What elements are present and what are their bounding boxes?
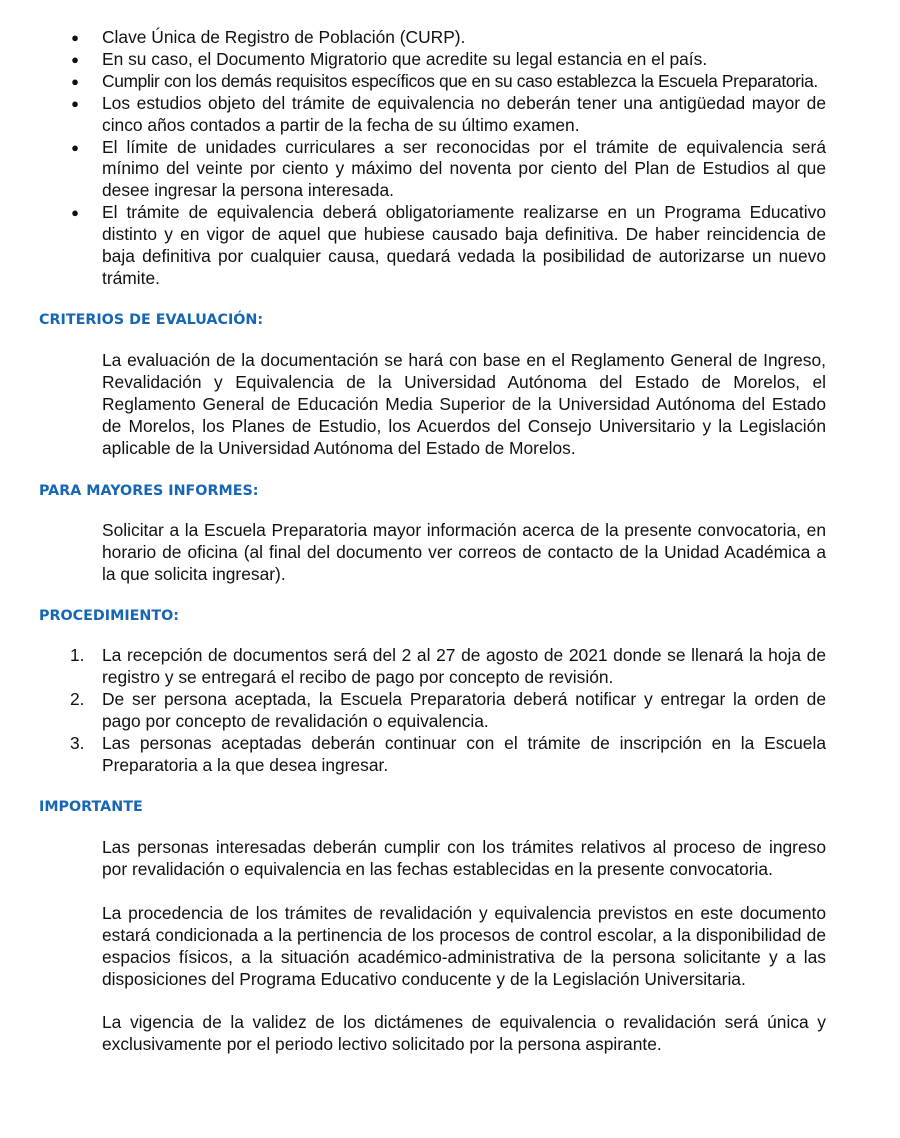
informes-paragraph: Solicitar a la Escuela Preparatoria mayor información acerca de la presente convocatoria, en horario de oficina (al final del documento ver correos de contacto de la Unidad Académica a la que solicita ingresar). bbox=[102, 520, 826, 584]
requirement-item bbox=[0, 27, 900, 49]
procedimiento-list bbox=[0, 645, 900, 776]
bullet-icon: ● bbox=[71, 30, 79, 45]
step-number: 3. bbox=[70, 732, 85, 753]
procedimiento-step bbox=[0, 645, 900, 689]
requirement-item bbox=[0, 93, 900, 137]
procedimiento-heading: PROCEDIMIENTO: bbox=[39, 608, 179, 624]
requirement-item bbox=[0, 202, 900, 290]
bullet-icon: ● bbox=[71, 95, 79, 111]
procedimiento-step bbox=[0, 689, 900, 733]
importante-paragraph-2: La procedencia de los trámites de revalidación y equivalencia previstos en este documento estará condicionada a la pertinencia de los procesos de control escolar, a la disponibilidad de espacios físicos, a la situación académico-administrativa de la persona solicitante y a las disposiciones del Programa Educativo conducente y de la Legislación Universitaria. bbox=[102, 903, 826, 989]
requirement-item bbox=[0, 71, 900, 93]
bullet-icon: ● bbox=[71, 139, 79, 155]
step-number: 1. bbox=[70, 645, 85, 665]
requirement-text: En su caso, el Documento Migratorio que acredite su legal estancia en el país. bbox=[102, 48, 708, 69]
requirement-text: Los estudios objeto del trámite de equivalencia no deberán tener una antigüedad mayor de cinco años contados a partir de la fecha de su último examen. bbox=[102, 92, 826, 135]
bullet-icon: ● bbox=[71, 205, 79, 221]
requirements-list bbox=[0, 27, 900, 290]
step-text: De ser persona aceptada, la Escuela Preparatoria deberá notificar y entregar la orden de pago por concepto de revalidación o equivalencia. bbox=[102, 688, 826, 731]
requirement-text: El trámite de equivalencia deberá obligatoriamente realizarse en un Programa Educativo distinto y en vigor de aquel que hubiese causado baja definitiva. De haber reincidencia de baja definitiva por cualquier causa, quedará vedada la posibilidad de autorizarse un nuevo trámite. bbox=[102, 202, 826, 288]
step-text: Las personas aceptadas deberán continuar con el trámite de inscripción en la Escuela Preparatoria a la que desea ingresar. bbox=[102, 732, 826, 775]
requirement-text: Cumplir con los demás requisitos específicos que en su caso establezca la Escuela Preparatoria. bbox=[102, 70, 818, 91]
procedimiento-step bbox=[0, 733, 900, 777]
bullet-icon: ● bbox=[71, 73, 79, 89]
step-number: 2. bbox=[70, 688, 85, 709]
step-text: La recepción de documentos será del 2 al 27 de agosto de 2021 donde se llenará la hoja de registro y se entregará el recibo de pago por concepto de revisión. bbox=[102, 645, 826, 687]
criterios-paragraph: La evaluación de la documentación se hará con base en el Reglamento General de Ingreso, Revalidación y Equivalencia de la Universidad Autónoma del Estado de Morelos, el Reglamento General de Educación Media Superior de la Universidad Autónoma del Estado de Morelos, los Planes de Estudio, los Acuerdos del Consejo Universitario y la Legislación aplicable de la Universidad Autónoma del Estado de Morelos. bbox=[102, 350, 826, 458]
informes-heading: PARA MAYORES INFORMES: bbox=[39, 483, 259, 499]
criterios-heading: CRITERIOS DE EVALUACIÓN: bbox=[39, 312, 264, 328]
importante-heading: IMPORTANTE bbox=[39, 799, 143, 815]
importante-paragraph-3: La vigencia de la validez de los dictámenes de equivalencia o revalidación será única y exclusivamente por el periodo lectivo solicitado por la persona aspirante. bbox=[102, 1012, 826, 1054]
bullet-icon: ● bbox=[71, 51, 79, 67]
requirement-text: Clave Única de Registro de Población (CURP). bbox=[102, 27, 466, 47]
requirement-text: El límite de unidades curriculares a ser reconocidas por el trámite de equivalencia será mínimo del veinte por ciento y máximo del noventa por ciento del Plan de Estudios al que desee ingresar la persona interesada. bbox=[102, 136, 826, 201]
requirement-item bbox=[0, 49, 900, 71]
requirement-item bbox=[0, 137, 900, 203]
importante-paragraph-1: Las personas interesadas deberán cumplir con los trámites relativos al proceso de ingreso por revalidación o equivalencia en las fechas establecidas en la presente convocatoria. bbox=[102, 837, 826, 879]
